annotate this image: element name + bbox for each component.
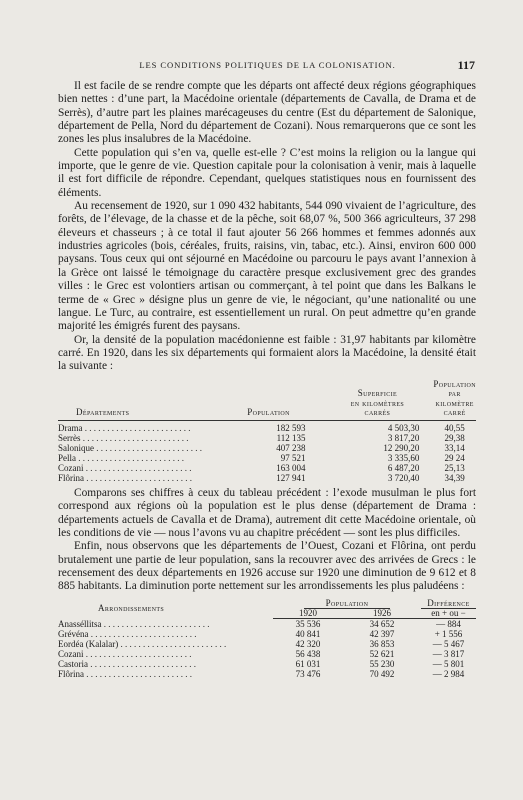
difference-value: — 5 801 <box>432 658 465 669</box>
population-1926-cell <box>343 659 421 669</box>
population-1920: 61 031 <box>295 658 321 669</box>
density-table <box>58 380 476 483</box>
population-1926: 55 230 <box>369 658 395 669</box>
table-row <box>58 618 476 629</box>
difference-value: — 3 817 <box>432 648 465 659</box>
difference-value: — 884 <box>436 618 461 629</box>
population-value: 163 004 <box>276 462 306 473</box>
population-value: 127 941 <box>276 472 306 483</box>
population-1920-cell <box>273 639 343 649</box>
dept-name: Drama . . . <box>58 423 191 433</box>
difference-value: — 2 984 <box>432 668 465 679</box>
superficie-line-2: en kilomètres <box>350 397 405 408</box>
population-value-cell <box>216 473 322 483</box>
arrondissements-table <box>58 598 476 679</box>
arrondissement-name: Grévéna . . . <box>58 629 196 639</box>
population-1920-cell <box>273 669 343 679</box>
page-number: 117 <box>457 58 475 72</box>
paragraph: Il est facile de se rendre compte que les départs ont affecté deux régions géographiques bien nettes : d’une part, la Macédoine orientale (départements de Cavalla, de Drama et de Serrès), d’autre part les plaines marécageuses du centre (Est du département de Salonique, département de Pella, Nord du département de Cozani). Nous remarquerons que ce sont les zones les plus insalubres de la Macédoine. <box>58 80 476 146</box>
density-value: 29,38 <box>444 432 465 443</box>
arrondissement-name-cell <box>58 639 273 649</box>
dept-name-cell <box>58 433 216 443</box>
population-value-cell <box>216 453 322 463</box>
area-value-cell <box>322 463 434 473</box>
table-row <box>58 463 476 473</box>
density-value: 34,39 <box>444 472 465 483</box>
col-header-diff-sub: en + ou − <box>421 608 476 619</box>
density-value: 29 24 <box>444 452 465 463</box>
population-1920-cell <box>273 649 343 659</box>
arrondissement-name-cell <box>58 659 273 669</box>
table-row <box>58 433 476 443</box>
page-body <box>58 80 476 679</box>
population-1926: 34 652 <box>369 618 395 629</box>
col-header-arrondissements: Arrondissements <box>98 602 165 613</box>
table-row <box>58 649 476 659</box>
population-value-cell <box>216 443 322 453</box>
difference-value-cell <box>421 649 476 659</box>
difference-value-cell <box>421 639 476 649</box>
arrondissement-name-cell <box>58 649 273 659</box>
area-value: 6 487,20 <box>387 462 420 473</box>
col-header-difference <box>421 598 476 608</box>
table-row <box>58 659 476 669</box>
density-value-cell <box>433 433 476 443</box>
arrondissements-table-body <box>58 618 476 679</box>
population-value: 97 521 <box>280 452 306 463</box>
population-1920-cell <box>273 659 343 669</box>
population-1926-cell <box>343 649 421 659</box>
dept-name: Flôrina . . . <box>58 473 192 483</box>
population-value: 182 593 <box>276 422 306 433</box>
paragraph: Comparons ses chiffres à ceux du tableau précédent : l’exode musulman le plus fort correspond aux régions où la population est le plus dense (département de Drama : départements actuels de Cavalla et de Drama), autrement dit cette Macédoine orientale, où les conditions de vie — nous l’avons vu au chapitre précédent — sont les plus difficiles. <box>58 486 476 539</box>
dept-name: Pella . . . <box>58 453 184 463</box>
col-header-population: Population <box>247 407 290 418</box>
area-value-cell <box>322 453 434 463</box>
area-value: 12 290,20 <box>383 442 420 453</box>
population-1926: 52 621 <box>369 648 395 659</box>
area-value-cell <box>322 433 434 443</box>
population-value: 112 135 <box>276 432 306 443</box>
area-value: 3 817,20 <box>387 432 420 443</box>
population-1926: 36 853 <box>369 638 395 649</box>
population-1926-cell <box>343 669 421 679</box>
difference-value-cell <box>421 618 476 629</box>
dept-name-cell <box>58 473 216 483</box>
population-value-cell <box>216 433 322 443</box>
area-value: 3 335,60 <box>387 452 420 463</box>
density-value: 33,14 <box>444 442 465 453</box>
population-1920-cell <box>273 629 343 639</box>
dept-name-cell <box>58 423 216 433</box>
density-table-body <box>58 423 476 483</box>
arrondissement-name-cell <box>58 669 273 679</box>
arrondissement-name: Castoria . . . <box>58 659 196 669</box>
population-value-cell <box>216 423 322 433</box>
population-1926-cell <box>343 639 421 649</box>
difference-header-label: Différence <box>421 598 476 609</box>
arrondissement-name: Anasséllitsa . . . <box>58 619 210 629</box>
density-value: 25,13 <box>444 462 465 473</box>
density-line-3: carré <box>443 407 466 418</box>
arrondissement-name: Flôrina . . . <box>58 669 192 679</box>
paragraph: Enfin, nous observons que les départements de l’Ouest, Cozani et Flôrina, ont perdu brutalement une partie de leur population, sans la recouvrer avec des arrivées de Grecs : le recensement des deux départements en 1926 accuse sur 1920 une diminution de 9 612 et 8 885 habitants. La diminution porte nettement sur les arrondissements les plus paludéens : <box>58 540 476 593</box>
population-1926-cell <box>343 618 421 629</box>
difference-value-cell <box>421 659 476 669</box>
difference-value-cell <box>421 629 476 639</box>
area-value-cell <box>322 473 434 483</box>
area-value: 3 720,40 <box>387 472 420 483</box>
population-1926-cell <box>343 629 421 639</box>
difference-value: + 1 556 <box>434 628 463 639</box>
col-header-superficie <box>322 380 434 421</box>
superficie-line-1: Superficie <box>357 388 398 399</box>
dept-name-cell <box>58 443 216 453</box>
density-value-cell <box>433 463 476 473</box>
population-value: 407 238 <box>276 442 306 453</box>
population-1920: 56 438 <box>295 648 321 659</box>
population-1920: 42 320 <box>295 638 321 649</box>
density-value-cell <box>433 453 476 463</box>
area-value-cell <box>322 423 434 433</box>
col-header-density <box>433 380 476 421</box>
table-row <box>58 423 476 433</box>
table-row <box>58 639 476 649</box>
population-1920: 73 476 <box>295 668 321 679</box>
population-1920: 35 536 <box>295 618 321 629</box>
area-value-cell <box>322 443 434 453</box>
col-header-departements: Départements <box>76 407 130 418</box>
table-row <box>58 629 476 639</box>
difference-value: — 5 467 <box>432 638 465 649</box>
density-line-1: Population <box>433 378 476 389</box>
table-row <box>58 473 476 483</box>
arrondissement-name: Eordéa (Kalalar) . . . <box>58 639 226 649</box>
col-header-1926: 1926 <box>343 608 421 619</box>
dept-name: Salonique . . . <box>58 443 202 453</box>
table-row <box>58 669 476 679</box>
running-header: LES CONDITIONS POLITIQUES DE LA COLONISATION. <box>139 60 396 70</box>
population-1926: 70 492 <box>369 668 395 679</box>
paragraph: Or, la densité de la population macédonienne est faible : 31,97 habitants par kilomètre carré. En 1920, dans les six départements qui formaient alors la Macédoine, la densité était la suivante : <box>58 333 476 373</box>
paragraph: Cette population qui s’en va, quelle est-elle ? C’est moins la religion ou la langue qui importe, que le genre de vie. Question capitale pour la colonisation à venir, mais à laquelle il est fort difficile de répondre. Cependant, quelques statistiques nous en fournissent des éléments. <box>58 146 476 199</box>
density-line-2: par kilomètre <box>435 388 474 408</box>
area-value: 4 503,30 <box>387 422 420 433</box>
density-value-cell <box>433 443 476 453</box>
density-value: 40,55 <box>444 422 465 433</box>
density-value-cell <box>433 423 476 433</box>
population-value-cell <box>216 463 322 473</box>
paragraph: Au recensement de 1920, sur 1 090 432 habitants, 544 090 vivaient de l’agriculture, des forêts, de l’élevage, de la chasse et de la pêche, soit 68,07 %, 500 366 agriculteurs, 37 298 éleveurs et chasseurs ; à ce total il faut ajouter 56 266 hommes et femmes adonnés aux industries agricoles (bois, céréales, fruits, raisins, vin, tabac, etc.). Ainsi, environ 600 000 paysans. Tous ceux qui ont séjourné en Macédoine ou parcouru le pays avant l’annexion à la Grèce ont laissé le témoignage du caractère presque exclusivement grec des grandes villes : le Grec est volontiers artisan ou commerçant, à tel point que dans les Balkans le terme de « Grec » désigne plus un genre de vie, le négociant, qu’une nationalité ou une langue. Le Turc, au contraire, est essentiellement un rural. On peut admettre qu’en grande majorité les émigrés furent des paysans. <box>58 200 476 333</box>
arrondissement-name-cell <box>58 629 273 639</box>
population-1926: 42 397 <box>369 628 395 639</box>
col-header-1920: 1920 <box>273 608 343 619</box>
arrondissement-name-cell <box>58 618 273 629</box>
population-1920: 40 841 <box>295 628 321 639</box>
dept-name-cell <box>58 463 216 473</box>
dept-name-cell <box>58 453 216 463</box>
population-1920-cell <box>273 618 343 629</box>
table-row <box>58 453 476 463</box>
difference-value-cell <box>421 669 476 679</box>
table-row <box>58 443 476 453</box>
dept-name: Serrès . . . <box>58 433 189 443</box>
col-header-population <box>273 598 421 608</box>
dept-name: Cozani . . . <box>58 463 192 473</box>
density-value-cell <box>433 473 476 483</box>
arrondissement-name: Cozani . . . <box>58 649 192 659</box>
population-header-label: Population <box>304 598 391 609</box>
superficie-line-3: carrés <box>364 407 391 418</box>
